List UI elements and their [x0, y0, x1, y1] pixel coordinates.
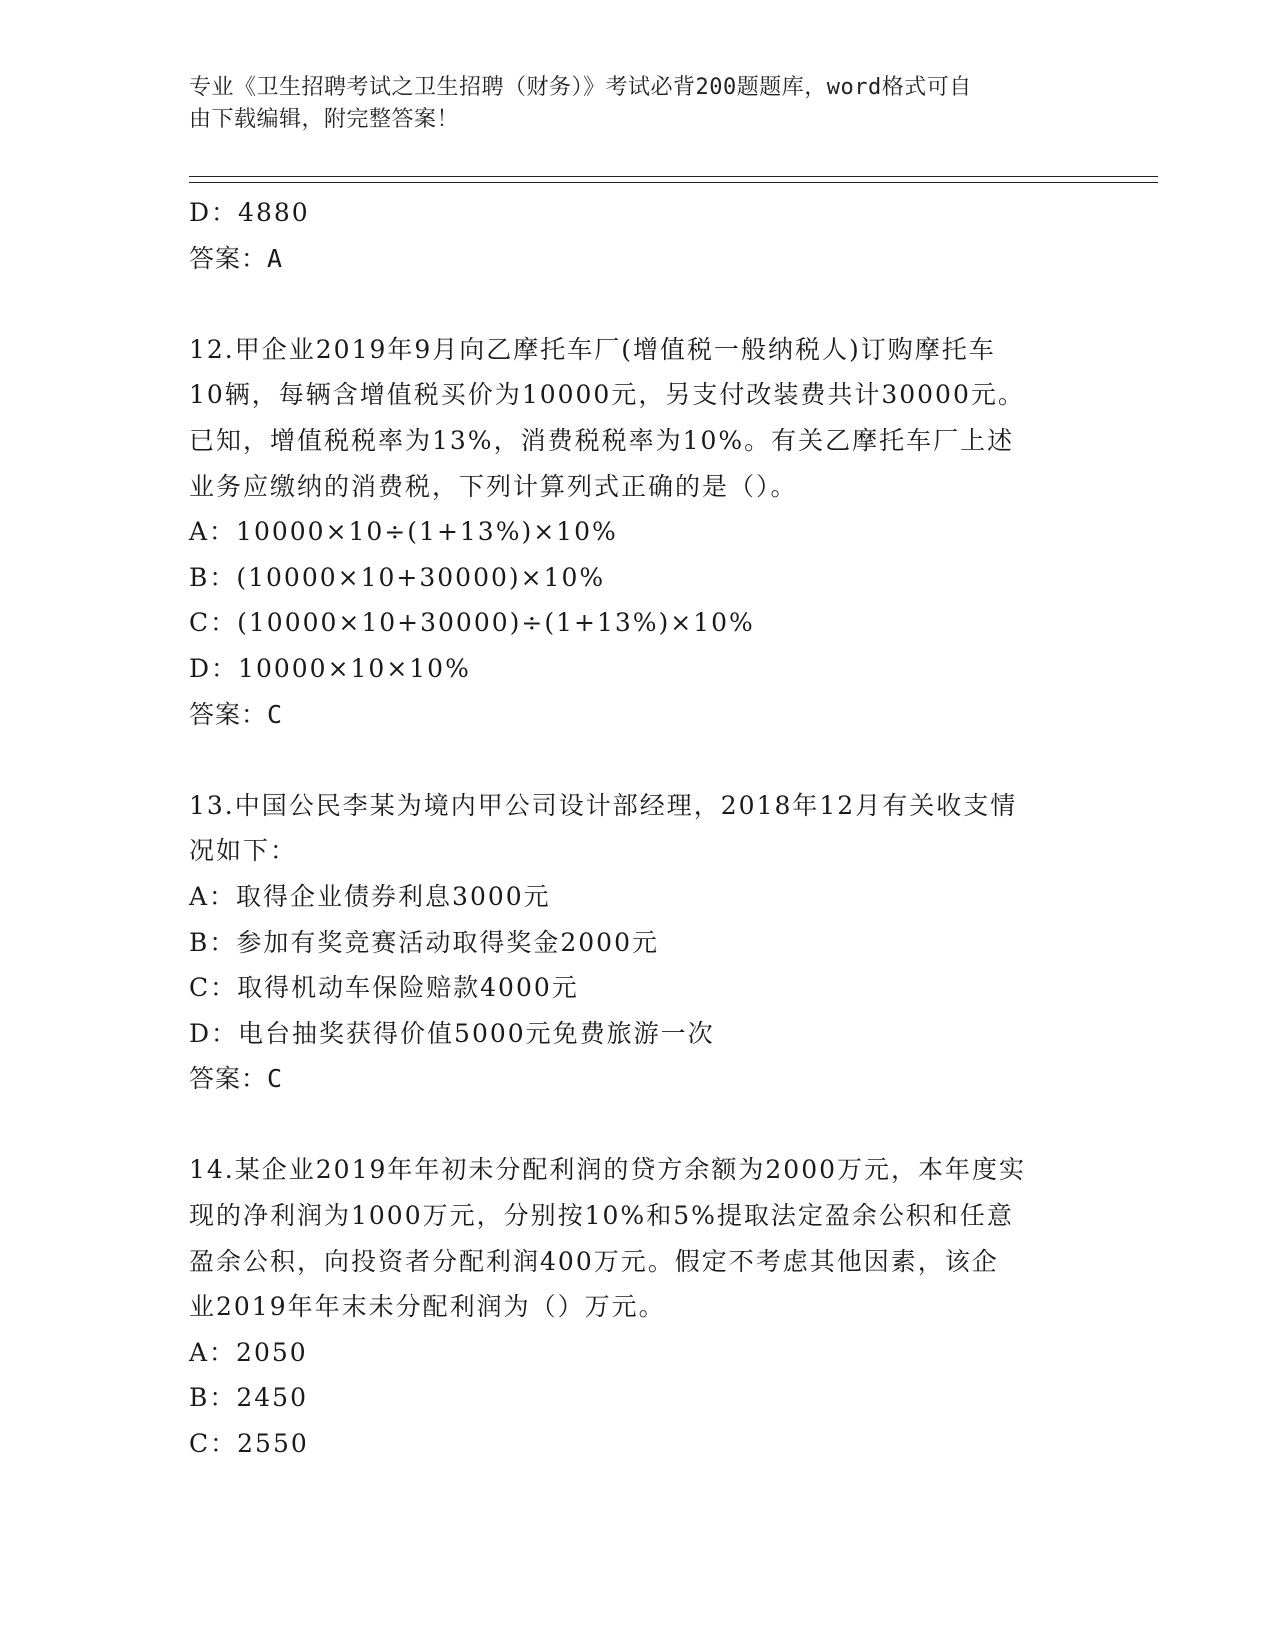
question-12	[189, 327, 1089, 737]
question-13-option-a: A：取得企业债券利息3000元	[189, 881, 551, 911]
question-12-stem-line-3: 已知，增值税税率为13%，消费税税率为10%。有关乙摩托车厂上述	[189, 425, 1015, 455]
question-12-option-b: B：(10000×10+30000)×10%	[189, 562, 606, 592]
spacer	[189, 737, 1089, 783]
header-rule-bottom	[189, 182, 1158, 183]
document-body	[189, 190, 1089, 1467]
question-14-stem-line-3: 盈余公积，向投资者分配利润400万元。假定不考虑其他因素，该企	[189, 1246, 999, 1276]
question-13-option-c: C：取得机动车保险赔款4000元	[189, 973, 579, 1003]
spacer	[189, 281, 1089, 327]
question-12-stem-line-1: 12.甲企业2019年9月向乙摩托车厂(增值税一般纳税人)订购摩托车	[189, 334, 996, 364]
question-13	[189, 783, 1089, 1102]
header-line-2: 由下载编辑，附完整答案！	[189, 107, 460, 132]
question-13-option-b: B：参加有奖竞赛活动取得奖金2000元	[189, 927, 659, 957]
question-12-option-d: D：10000×10×10%	[189, 653, 471, 683]
question-12-option-a: A：10000×10÷(1+13%)×10%	[189, 517, 618, 547]
prev-option-d: D：4880	[189, 198, 310, 227]
question-14-option-a: A：2050	[189, 1337, 308, 1367]
page-header	[189, 72, 1069, 136]
prev-answer: 答案：A	[189, 243, 284, 273]
question-14	[189, 1147, 1089, 1466]
question-12-option-c: C：(10000×10+30000)÷(1+13%)×10%	[189, 608, 755, 638]
question-13-option-d: D：电台抽奖获得价值5000元免费旅游一次	[189, 1018, 715, 1048]
question-14-stem-line-1: 14.某企业2019年年初未分配利润的贷方余额为2000万元，本年度实	[189, 1155, 1027, 1185]
question-14-option-c: C：2550	[189, 1429, 309, 1459]
question-14-stem-line-4: 业2019年年末未分配利润为（）万元。	[189, 1292, 666, 1322]
question-12-stem-line-2: 10辆，每辆含增值税买价为10000元，另支付改装费共计30000元。	[189, 380, 1025, 410]
question-13-answer: 答案：C	[189, 1064, 284, 1094]
question-14-stem-line-2: 现的净利润为1000万元，分别按10%和5%提取法定盈余公积和任意	[189, 1201, 1014, 1231]
question-12-stem-line-4: 业务应缴纳的消费税，下列计算列式正确的是（）。	[189, 471, 798, 501]
question-13-stem-line-1: 13.中国公民李某为境内甲公司设计部经理，2018年12月有关收支情	[189, 790, 1018, 820]
header-rule-top	[189, 176, 1158, 177]
question-12-answer: 答案：C	[189, 699, 284, 729]
header-line-1: 专业《卫生招聘考试之卫生招聘（财务）》考试必背200题题库，word格式可自	[189, 75, 972, 100]
question-13-stem-line-2: 况如下：	[189, 836, 298, 866]
spacer	[189, 1102, 1089, 1148]
question-14-option-b: B：2450	[189, 1383, 308, 1413]
